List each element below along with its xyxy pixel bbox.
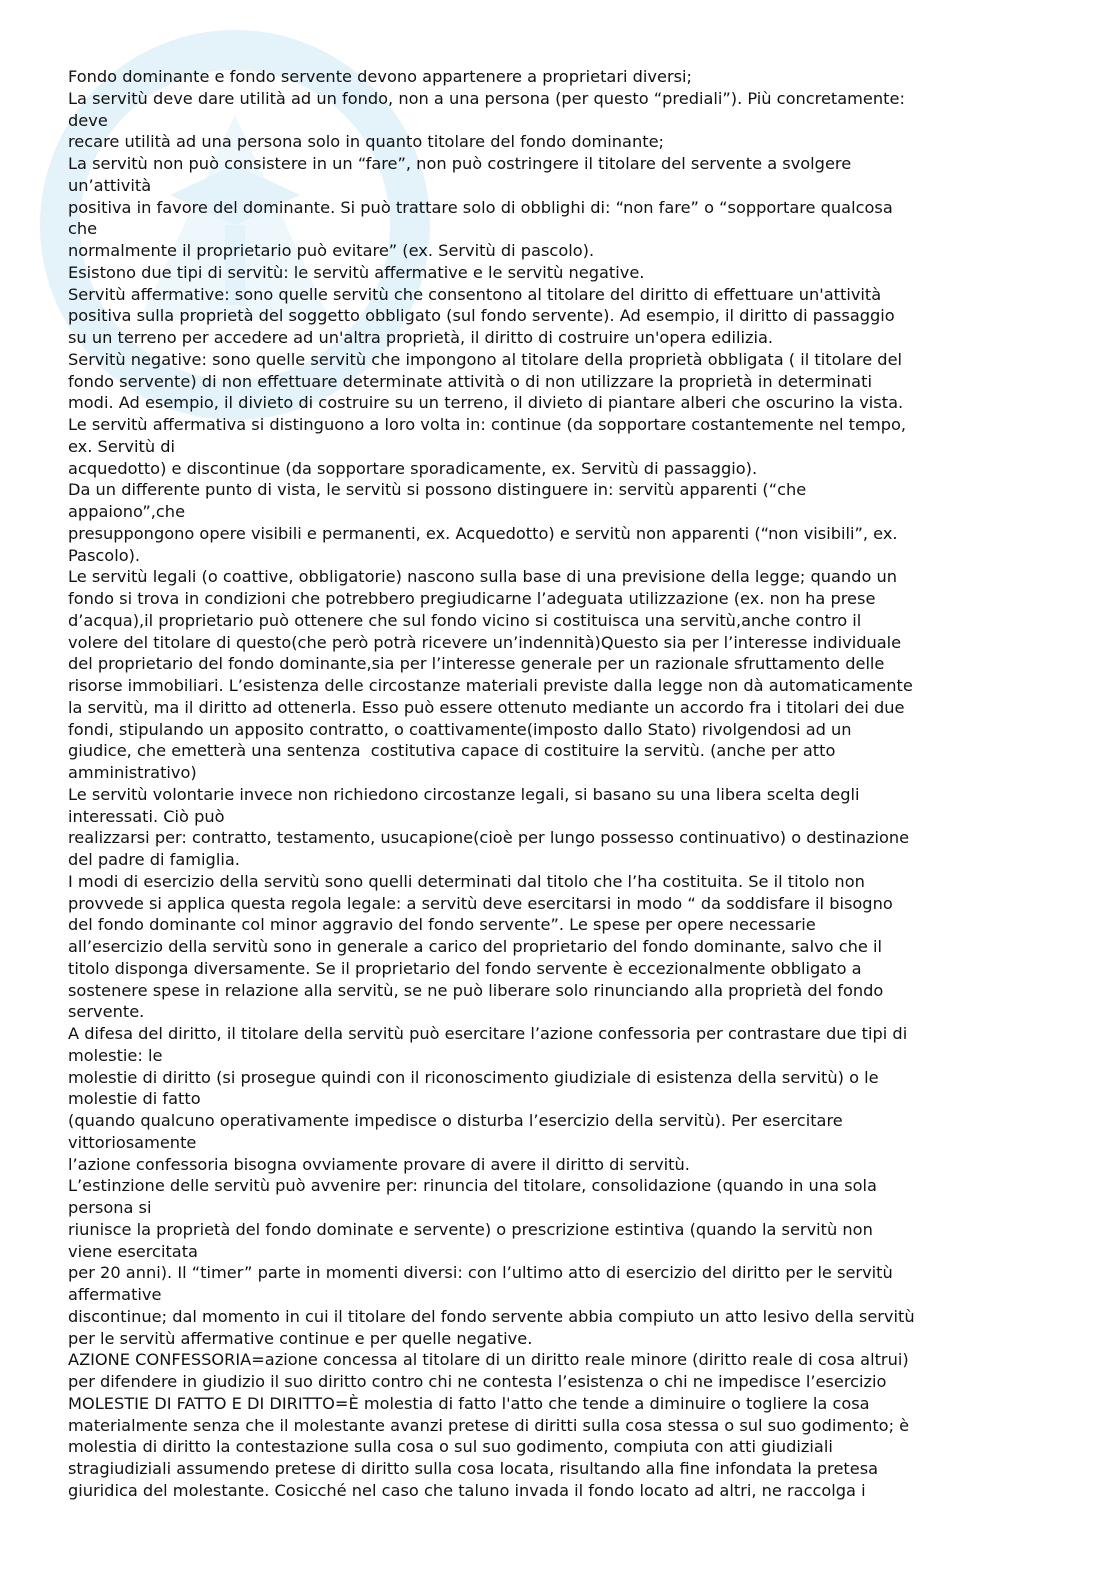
text-line: Le servitù affermativa si distinguono a loro volta in: continue (da sopportare costantemente nel tempo, xyxy=(68,415,907,434)
text-line: AZIONE CONFESSORIA=azione concessa al titolare di un diritto reale minore (diritto reale di cosa altrui) xyxy=(68,1350,909,1370)
text-line: persona si xyxy=(68,1198,152,1217)
text-line: servente. xyxy=(68,1002,145,1022)
text-line: affermative xyxy=(68,1285,162,1304)
text-line: fondo si trova in condizioni che potrebbero pregiudicarne l’adeguata utilizzazione (ex. non ha prese xyxy=(68,589,876,608)
text-line: d’acqua),il proprietario può ottenere che sul fondo vicino si costituisca una servitù,anche contro il xyxy=(68,610,862,630)
text-line: materialmente senza che il molestante avanzi pretese di diritti sulla cosa stessa o sul suo godimento; è xyxy=(68,1415,910,1435)
text-line: riunisce la proprietà del fondo dominate e servente) o prescrizione estintiva (quando la servitù non xyxy=(68,1219,873,1239)
text-line: l’azione confessoria bisogna ovviamente provare di avere il diritto di servitù. xyxy=(68,1154,690,1174)
text-line: provvede si applica questa regola legale: a servitù deve esercitarsi in modo “ da soddisfare il bisogno xyxy=(68,893,893,913)
text-line: stragiudiziali assumendo pretese di diritto sulla cosa locata, risultando alla fine infondata la pretesa xyxy=(68,1459,879,1478)
text-line: molestie: le xyxy=(68,1045,163,1065)
text-line: Esistono due tipi di servitù: le servitù affermative e le servitù negative. xyxy=(68,262,645,282)
text-line: positiva sulla proprietà del soggetto obbligato (sul fondo servente). Ad esempio, il diritto di passaggio xyxy=(68,306,895,326)
text-line: acquedotto) e discontinue (da sopportare sporadicamente, ex. Servitù di passaggio). xyxy=(68,458,758,478)
text-line: discontinue; dal momento in cui il titolare del fondo servente abbia compiuto un atto lesivo della servitù xyxy=(68,1306,915,1326)
text-line: per le servitù affermative continue e per quelle negative. xyxy=(68,1328,533,1348)
text-line: Pascolo). xyxy=(68,545,141,565)
text-line: interessati. Ciò può xyxy=(68,806,225,826)
text-line: Da un differente punto di vista, le servitù si possono distinguere in: servitù apparenti (“che xyxy=(68,480,807,500)
text-line: appaiono”,che xyxy=(68,502,186,521)
text-line: che xyxy=(68,219,98,239)
text-line: del proprietario del fondo dominante,sia per l’interesse generale per un razionale sfruttamento delle xyxy=(68,654,885,674)
text-line: A difesa del diritto, il titolare della servitù può esercitare l’azione confessoria per contrastare due tipi di xyxy=(68,1024,908,1043)
text-line: risorse immobiliari. L’esistenza delle circostanze materiali previste dalla legge non dà automaticamente xyxy=(68,676,913,695)
text-line: molestie di diritto (si prosegue quindi con il riconoscimento giudiziale di esistenza della servitù) o le xyxy=(68,1067,879,1087)
text-line: sostenere spese in relazione alla servitù, se ne può liberare solo rinunciando alla proprietà del fondo xyxy=(68,980,884,1000)
text-line: Le servitù volontarie invece non richiedono circostanze legali, si basano su una libera scelta degli xyxy=(68,784,860,804)
text-line: deve xyxy=(68,110,108,130)
text-line: volere del titolare di questo(che però potrà ricevere un’indennità)Questo sia per l’interesse individuale xyxy=(68,632,902,652)
text-line: (quando qualcuno operativamente impedisce o disturba l’esercizio della servitù). Per esercitare xyxy=(68,1111,843,1130)
text-line: molestia di diritto la contestazione sulla cosa o sul suo godimento, compiuta con atti giudiziali xyxy=(68,1437,833,1457)
text-line: viene esercitata xyxy=(68,1241,198,1261)
text-line: un’attività xyxy=(68,175,152,195)
text-line: amministrativo) xyxy=(68,763,197,782)
text-line: Servitù negative: sono quelle servitù che impongono al titolare della proprietà obbligata ( il titolare del xyxy=(68,349,903,369)
text-line: giudice, che emetterà una sentenza costitutiva capace di costituire la servitù. (anche per atto xyxy=(68,741,836,761)
text-line: Le servitù legali (o coattive, obbligatorie) nascono sulla base di una previsione della legge; quando un xyxy=(68,567,898,587)
document-body xyxy=(68,66,1058,1502)
text-line: Servitù affermative: sono quelle servitù che consentono al titolare del diritto di effettuare un'attività xyxy=(68,284,882,304)
text-line: I modi di esercizio della servitù sono quelli determinati dal titolo che l’ha costituita. Se il titolo non xyxy=(68,871,865,891)
text-line: per difendere in giudizio il suo diritto contro chi ne contesta l’esistenza o chi ne impedisce l’esercizio xyxy=(68,1372,887,1391)
text-line: molestie di fatto xyxy=(68,1089,201,1109)
text-line: giuridica del molestante. Cosicché nel caso che taluno invada il fondo locato ad altri, ne raccolga i xyxy=(68,1480,866,1500)
text-line: L’estinzione delle servitù può avvenire per: rinuncia del titolare, consolidazione (quando in una sola xyxy=(68,1176,877,1196)
text-line: Fondo dominante e fondo servente devono appartenere a proprietari diversi; xyxy=(68,67,692,86)
text-line: fondo servente) di non effettuare determinate attività o di non utilizzare la proprietà in determinati xyxy=(68,371,872,391)
text-line: La servitù deve dare utilità ad un fondo, non a una persona (per questo “prediali”). Più concretamente: xyxy=(68,88,905,108)
text-line: del padre di famiglia. xyxy=(68,850,240,869)
text-line: all’esercizio della servitù sono in generale a carico del proprietario del fondo dominante, salvo che il xyxy=(68,937,882,956)
text-line: per 20 anni). Il “timer” parte in momenti diversi: con l’ultimo atto di esercizio del diritto per le servitù xyxy=(68,1263,893,1283)
text-line: vittoriosamente xyxy=(68,1132,197,1152)
text-line: presuppongono opere visibili e permanenti, ex. Acquedotto) e servitù non apparenti (“non visibili”, ex. xyxy=(68,523,898,543)
text-line: la servitù, ma il diritto ad ottenerla. Esso può essere ottenuto mediante un accordo fra i titolari dei due xyxy=(68,697,905,717)
text-line: realizzarsi per: contratto, testamento, usucapione(cioè per lungo possesso continuativo) o destinazione xyxy=(68,828,910,848)
text-line: del fondo dominante col minor aggravio del fondo servente”. Le spese per opere necessarie xyxy=(68,915,816,935)
text-line: MOLESTIE DI FATTO E DI DIRITTO=È molestia di fatto l'atto che tende a diminuire o togliere la cosa xyxy=(68,1393,870,1413)
text-line: su un terreno per accedere ad un'altra proprietà, il diritto di costruire un'opera edilizia. xyxy=(68,328,774,347)
text-line: La servitù non può consistere in un “fare”, non può costringere il titolare del servente a svolgere xyxy=(68,154,852,173)
text-line: normalmente il proprietario può evitare” (ex. Servitù di pascolo). xyxy=(68,241,595,260)
text-line: positiva in favore del dominante. Si può trattare solo di obblighi di: “non fare” o “sopportare qualcosa xyxy=(68,197,893,217)
text-line: modi. Ad esempio, il divieto di costruire su un terreno, il divieto di piantare alberi che oscurino la vista. xyxy=(68,393,904,413)
text-line: recare utilità ad una persona solo in quanto titolare del fondo dominante; xyxy=(68,132,664,152)
text-line: fondi, stipulando un apposito contratto, o coattivamente(imposto dallo Stato) rivolgendosi ad un xyxy=(68,719,852,739)
text-line: titolo disponga diversamente. Se il proprietario del fondo servente è eccezionalmente obbligato a xyxy=(68,958,862,978)
text-line: ex. Servitù di xyxy=(68,436,176,456)
